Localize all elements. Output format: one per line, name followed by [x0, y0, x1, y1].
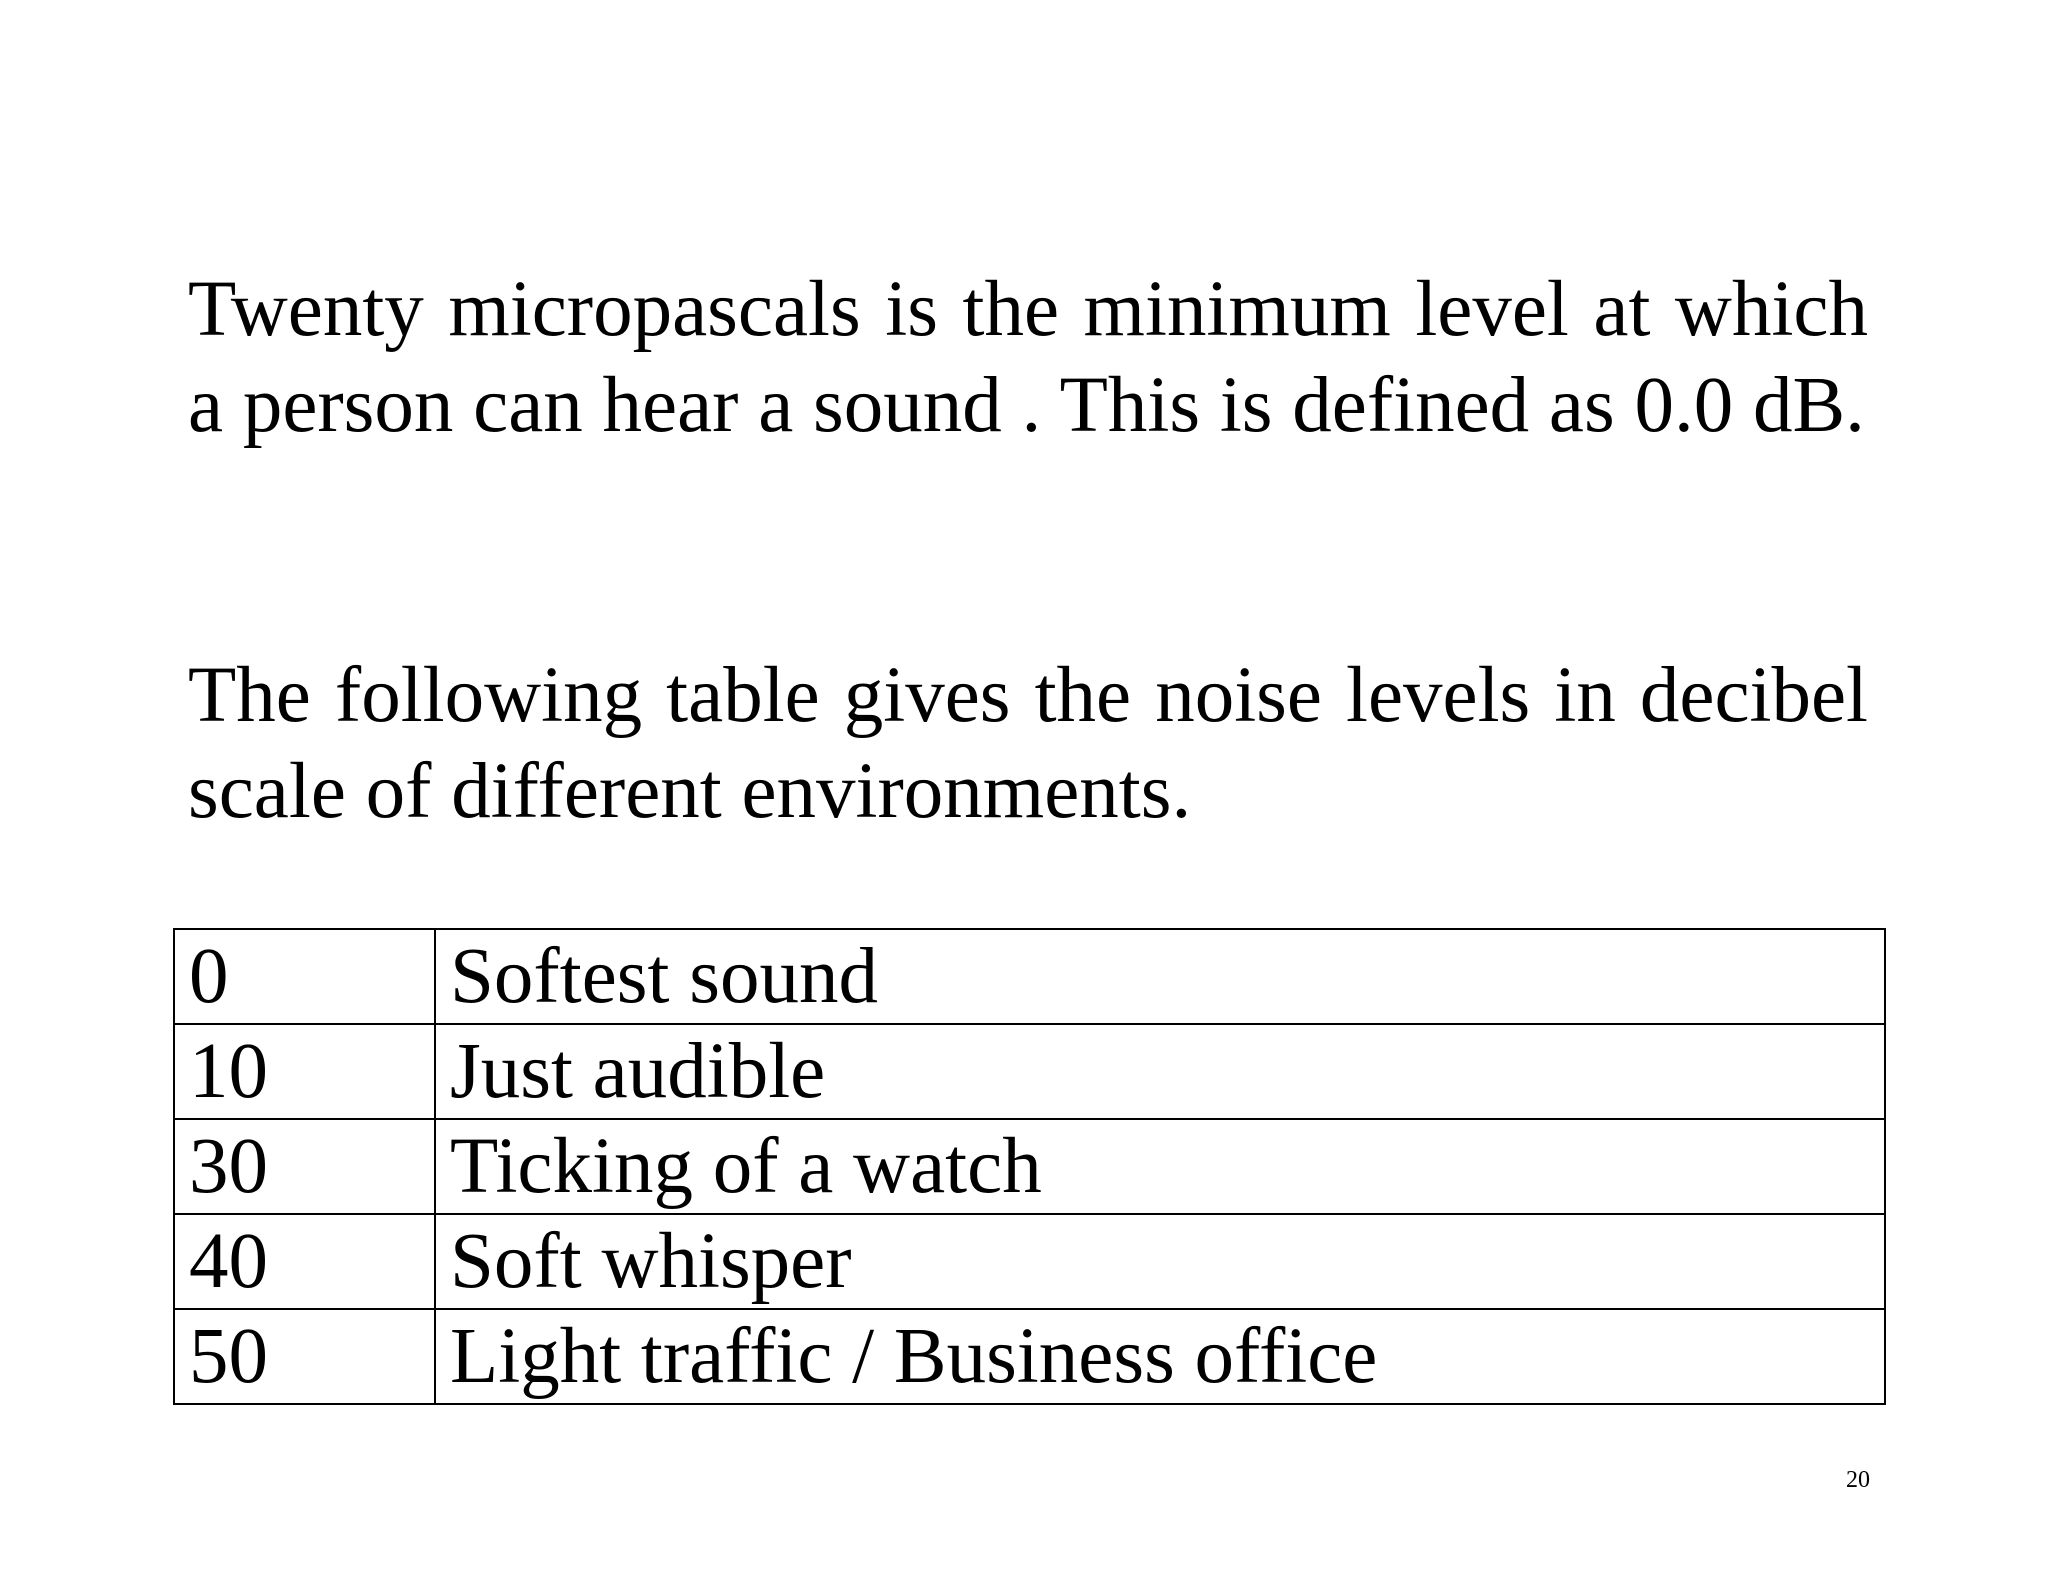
environment-cell: Softest sound [435, 929, 1885, 1024]
intro-paragraph: Twenty micropascals is the minimum level at which a person can hear a sound . This is defined as 0.0 dB. [188, 266, 1868, 449]
noise-level-cell: 40 [174, 1214, 435, 1309]
noise-level-table [173, 928, 1886, 1405]
noise-level-cell: 0 [174, 929, 435, 1024]
table-row [174, 1214, 1885, 1309]
environment-cell: Ticking of a watch [435, 1119, 1885, 1214]
environment-cell: Just audible [435, 1024, 1885, 1119]
noise-level-cell: 10 [174, 1024, 435, 1119]
environment-cell: Light traffic / Business office [435, 1309, 1885, 1404]
table-row [174, 1024, 1885, 1119]
environment-cell: Soft whisper [435, 1214, 1885, 1309]
table-row [174, 1309, 1885, 1404]
table-intro-paragraph: The following table gives the noise levels in decibel scale of different environments. [188, 652, 1868, 835]
noise-level-cell: 30 [174, 1119, 435, 1214]
noise-level-cell: 50 [174, 1309, 435, 1404]
table-row [174, 1119, 1885, 1214]
page-number: 20 [1846, 1467, 1870, 1493]
table-row [174, 929, 1885, 1024]
